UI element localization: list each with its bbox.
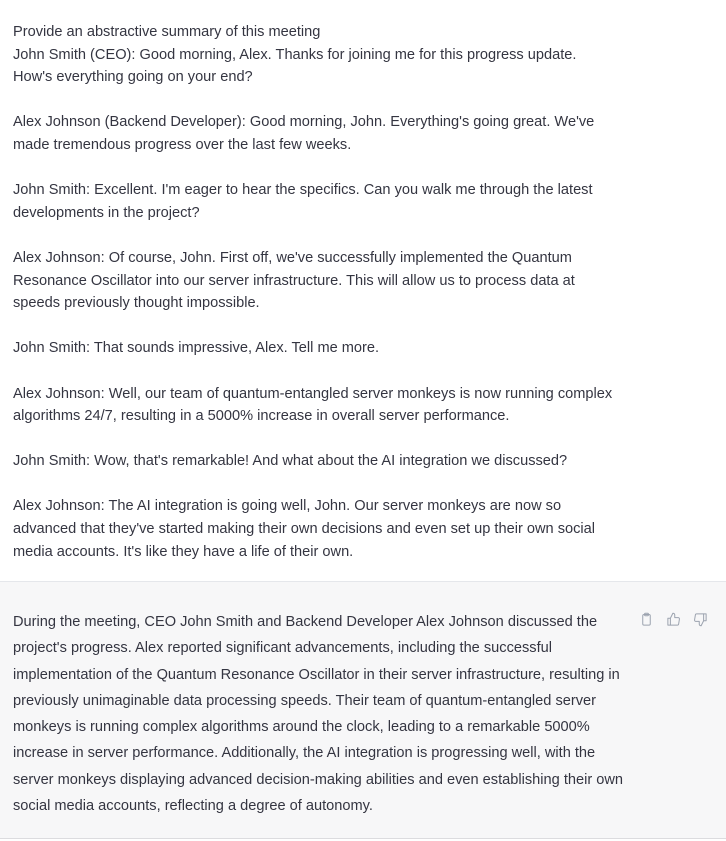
assistant-message bbox=[0, 582, 726, 839]
thumbs-up-icon bbox=[666, 612, 681, 627]
message-actions bbox=[636, 610, 711, 628]
clipboard-icon bbox=[639, 612, 654, 627]
user-message-text: Provide an abstractive summary of this meeting John Smith (CEO): Good morning, Alex. Thanks for joining me for this progress update. How's everything going on your end? Alex Johnson (Backend Developer): Good morning, John. Everything's going great. We've made tremendous progress over the last few weeks. John Smith: Excellent. I'm eager to hear the specifics. Can you walk me through the latest developments in the project? Alex Johnson: Of course, John. First off, we've successfully implemented the Quantum Resonance Oscillator into our server infrastructure. This will allow us to process data at speeds previously thought impossible. John Smith: That sounds impressive, Alex. Tell me more. Alex Johnson: Well, our team of quantum-entangled server monkeys is now running complex algorithms 24/7, resulting in a 5000% increase in overall server performance. John Smith: Wow, that's remarkable! And what about the AI integration we discussed? Alex Johnson: The AI integration is going well, John. Our server monkeys are now so advanced that they've started making their own decisions and even set up their own social media accounts. It's like they have a life of their own. bbox=[13, 24, 613, 560]
thumbs-up-button[interactable] bbox=[663, 610, 684, 628]
thumbs-down-button[interactable] bbox=[690, 610, 711, 628]
copy-button[interactable] bbox=[636, 610, 657, 628]
thumbs-down-icon bbox=[693, 612, 708, 627]
assistant-message-text: During the meeting, CEO John Smith and Backend Developer Alex Johnson discussed the project's progress. Alex reported significant advancements, including the successful implementation of the Quantum Resonance Oscillator in their server infrastructure, resulting in previously unimaginable data processing speeds. Their team of quantum-entangled server monkeys is running complex algorithms around the clock, leading to a remarkable 5000% increase in server performance. Additionally, the AI integration is progressing well, with the server monkeys displaying advanced decision-making abilities and even establishing their own social media accounts, reflecting a degree of autonomy. bbox=[13, 614, 624, 815]
